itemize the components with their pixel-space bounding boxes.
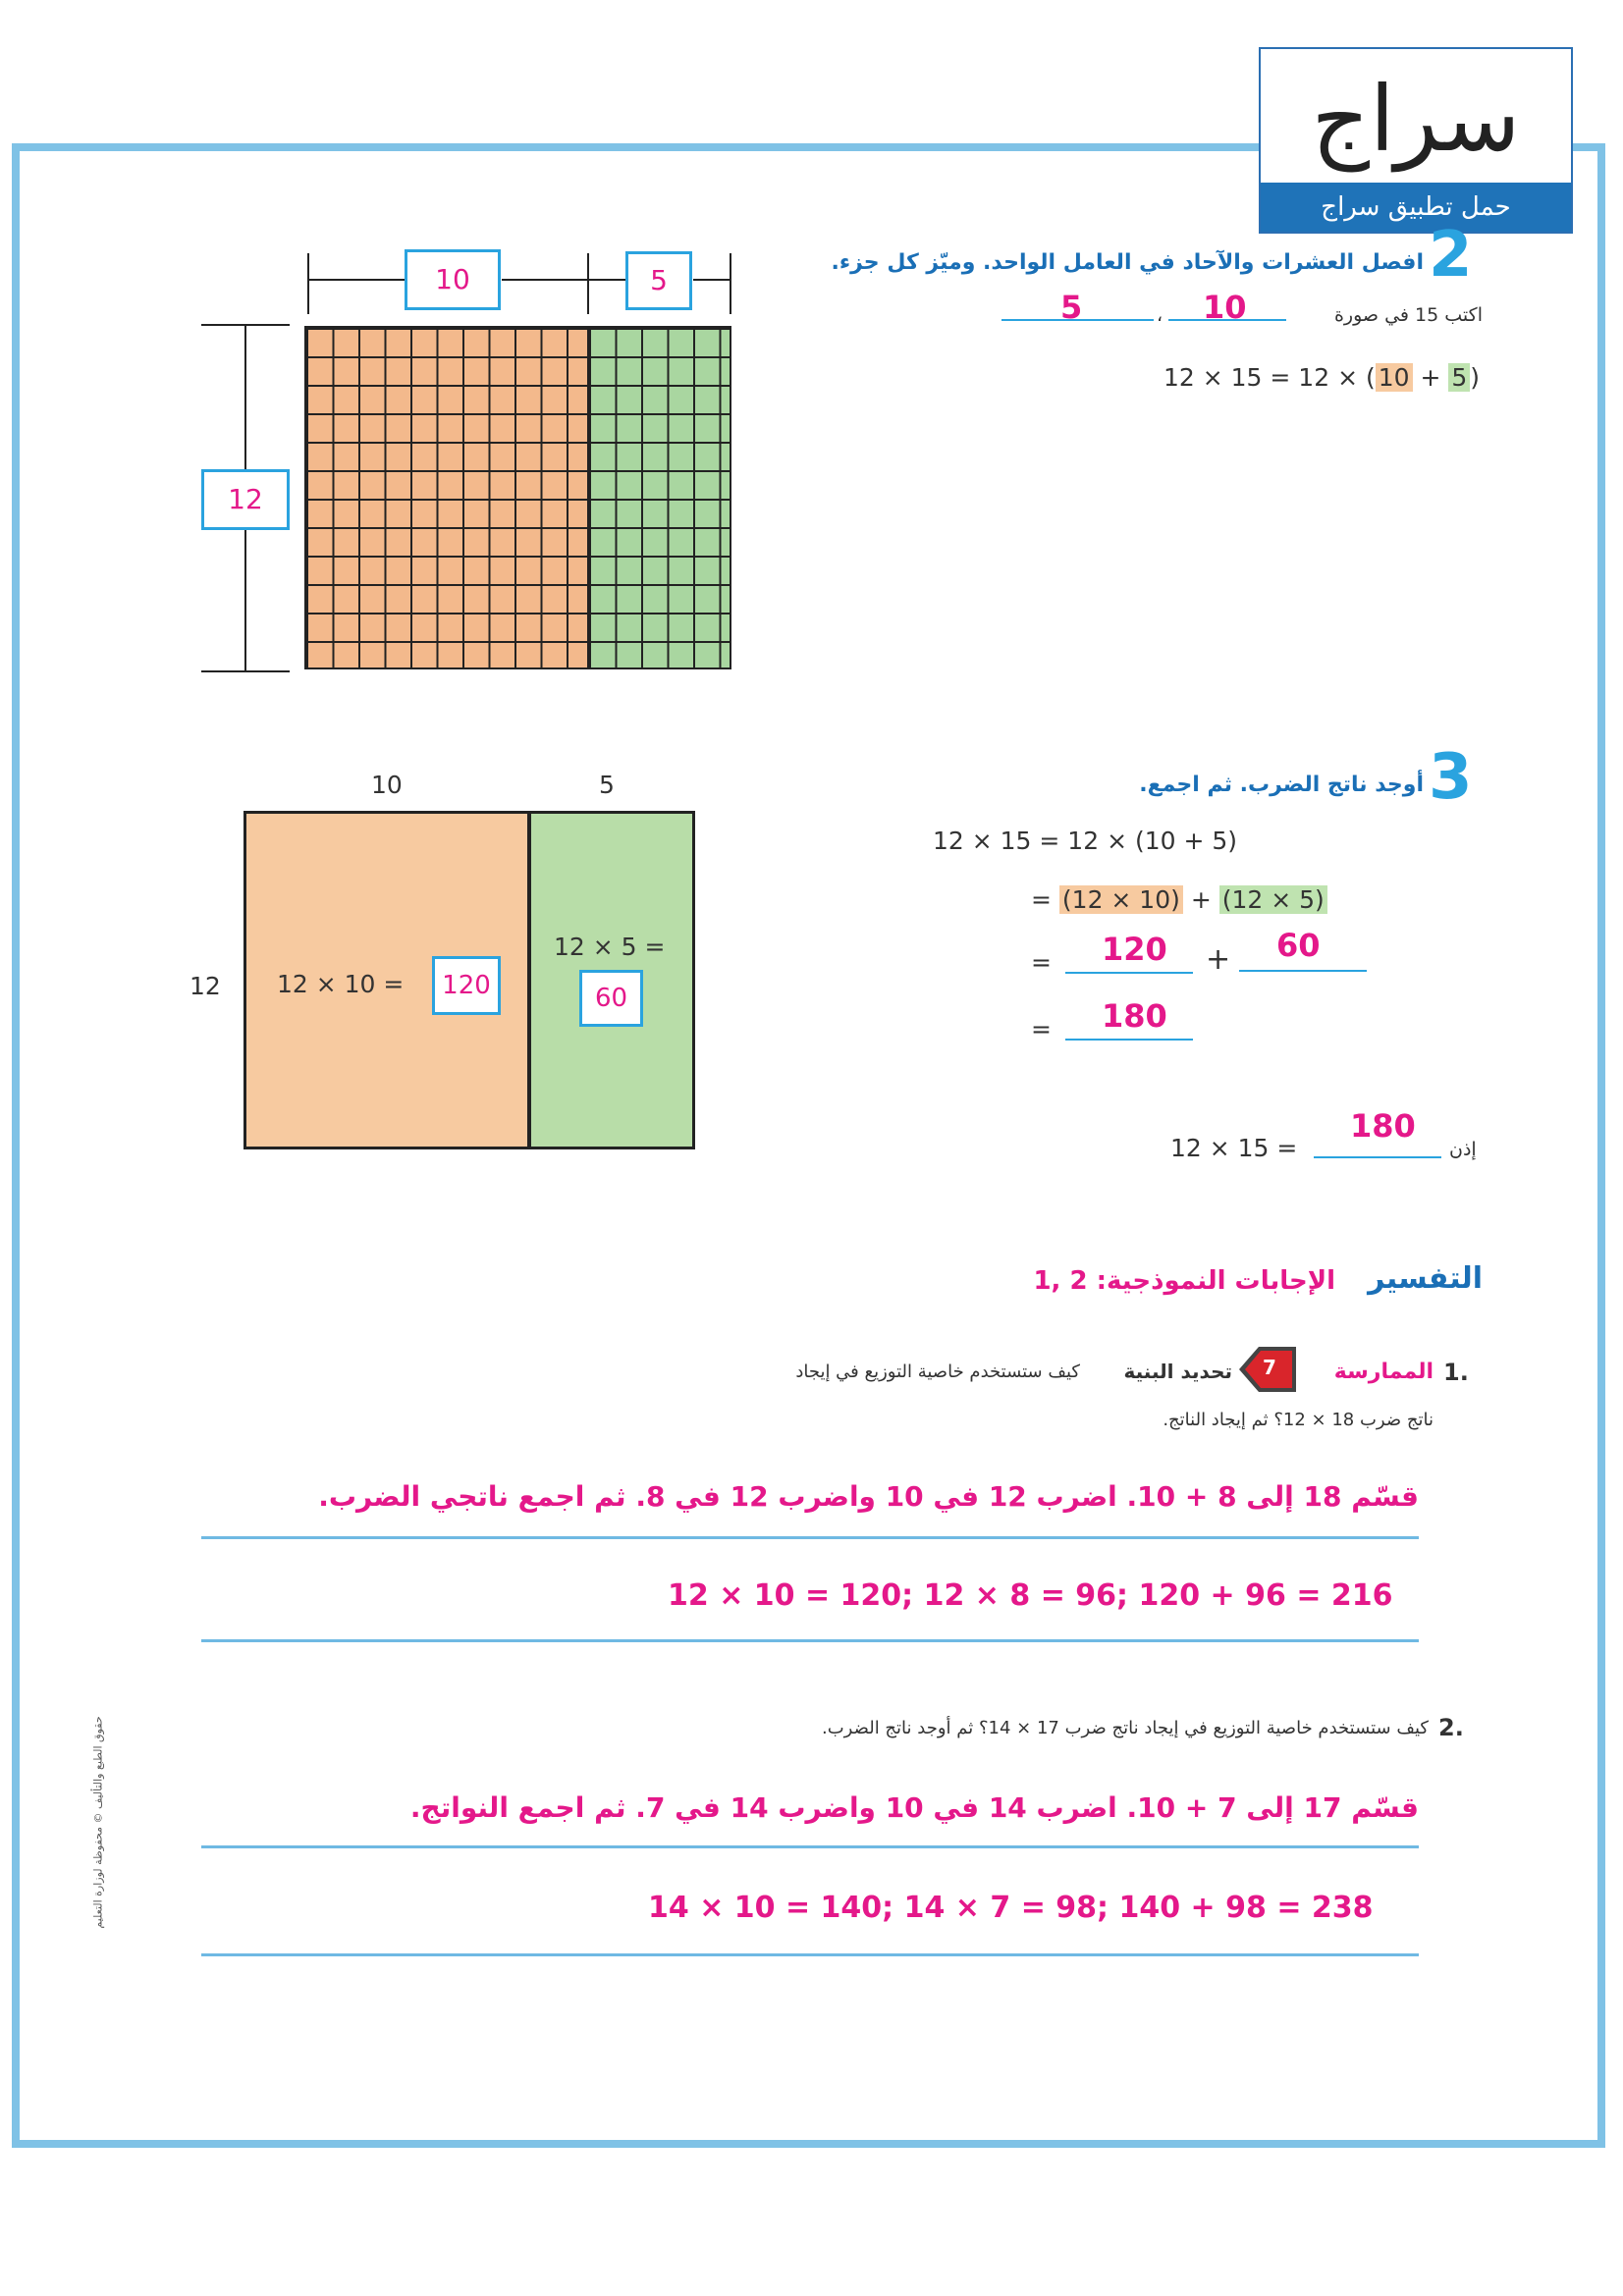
q3-ans1-line — [1065, 972, 1193, 974]
q2-equation — [1163, 363, 1480, 392]
q2-top-label-tens: 10 — [405, 249, 501, 310]
q3-line2-eq: = — [1031, 885, 1052, 914]
q3-line2-a: (12 × 10) — [1059, 885, 1183, 914]
practice-badge: 7 — [1263, 1356, 1276, 1379]
logo — [1259, 47, 1573, 234]
p2-number: 2. — [1438, 1714, 1464, 1741]
q2-side-dim-tick-bottom — [201, 670, 290, 672]
q2-eq-ones: 5 — [1448, 363, 1470, 392]
p2-answer2-rule — [201, 1953, 1419, 1956]
q3-model-top-ones: 5 — [599, 771, 615, 799]
p1-practice: الممارسة — [1333, 1360, 1434, 1384]
q2-answer-tens: 10 — [1203, 289, 1247, 326]
p1-answer1: قسّم 18 إلى 8 + 10. اضرب 12 في 10 واضرب 12 في 8. ثم اجمع ناتجي الضرب. — [318, 1480, 1419, 1513]
q3-ans1: 120 — [1102, 931, 1167, 968]
q2-side-label: 12 — [201, 469, 290, 530]
q2-eq-plus: + — [1412, 363, 1449, 392]
q3-final-eq: 12 × 15 = — [1170, 1134, 1298, 1162]
q2-eq-tens: 10 — [1376, 363, 1413, 392]
q3-ans2-line — [1239, 970, 1367, 972]
q3-ans2: 60 — [1276, 927, 1321, 964]
q2-side-dim-line-top — [244, 326, 246, 469]
q2-eq-left: 12 × 15 = 12 × ( — [1163, 363, 1376, 392]
q3-final-ans: 180 — [1350, 1107, 1416, 1145]
q3-model-right-expr: 12 × 5 = — [554, 933, 666, 961]
q3-model-side: 12 — [189, 972, 221, 1000]
q2-eq-close: ) — [1470, 363, 1481, 392]
practice-arrow-icon — [1239, 1347, 1296, 1392]
q2-heading: افصل العشرات والآحاد في العامل الواحد. وميّز كل جزء. — [831, 250, 1424, 275]
p1-question-b: ناتج ضرب 18 × 12؟ ثم إيجاد الناتج. — [1163, 1410, 1434, 1430]
q3-total: 180 — [1102, 997, 1167, 1035]
p1-skill: تحديد البنية — [1123, 1360, 1232, 1383]
q3-number: 3 — [1429, 741, 1473, 814]
q3-model-left-expr: 12 × 10 = — [277, 970, 405, 998]
q2-answer-ones: 5 — [1060, 289, 1083, 326]
q3-line2-b: (12 × 5) — [1219, 885, 1327, 914]
q2-grid-tens — [304, 326, 589, 669]
q2-instruction: اكتب 15 في صورة — [1333, 304, 1483, 326]
explain-subtitle: الإجابات النموذجية: 2 ,1 — [1033, 1266, 1335, 1296]
q2-top-dim-line-right1 — [589, 279, 625, 281]
q2-top-dim-tick-left — [307, 253, 309, 314]
q2-top-dim-line-mid — [502, 279, 587, 281]
p2-answer1: قسّم 17 إلى 7 + 10. اضرب 14 في 10 واضرب 14 في 7. ثم اجمع النواتج. — [409, 1791, 1419, 1824]
p1-answer1-rule — [201, 1536, 1419, 1539]
p1-answer2-rule — [201, 1639, 1419, 1642]
q2-number: 2 — [1429, 219, 1473, 292]
p2-question: كيف ستستخدم خاصية التوزيع في إيجاد ناتج ضرب 17 × 14؟ ثم أوجد ناتج الضرب. — [822, 1718, 1429, 1738]
logo-wordmark: سراج — [1311, 67, 1521, 172]
q3-line2-plus: + — [1190, 885, 1212, 914]
q3-line2 — [1031, 885, 1327, 914]
q3-line4-eq: = — [1031, 1015, 1052, 1043]
q3-line1: 12 × 15 = 12 × (10 + 5) — [933, 827, 1238, 855]
p1-question-a: كيف ستستخدم خاصية التوزيع في إيجاد — [795, 1362, 1080, 1382]
q3-heading: أوجد ناتج الضرب. ثم اجمع. — [1139, 773, 1424, 797]
logo-tagline: حمل تطبيق سراج — [1261, 183, 1571, 232]
p2-answer1-rule — [201, 1845, 1419, 1848]
q2-top-dim-tick-mid — [587, 253, 589, 314]
q3-final-line — [1314, 1156, 1441, 1158]
copyright-vertical-text: حقوق الطبع والتأليف © محفوظة لوزارة التعليم — [91, 1716, 105, 1929]
q2-top-dim-line-right2 — [693, 279, 730, 281]
q3-final-label: إذن — [1449, 1139, 1477, 1160]
p1-answer2: 12 × 10 = 120; 12 × 8 = 96; 120 + 96 = 216 — [668, 1578, 1393, 1613]
p2-answer2: 14 × 10 = 140; 14 × 7 = 98; 140 + 98 = 238 — [648, 1891, 1374, 1925]
q2-grid-ones — [587, 326, 731, 669]
q3-model-top-tens: 10 — [371, 771, 403, 799]
q3-model-right-ans: 60 — [579, 970, 643, 1027]
q2-top-dim-line-left — [309, 279, 405, 281]
q3-model-left-ans: 120 — [432, 956, 501, 1015]
q3-line3-plus: + — [1206, 942, 1231, 977]
q3-total-line — [1065, 1039, 1193, 1041]
q2-comma: ، — [1157, 304, 1163, 326]
q2-side-dim-line-bottom — [244, 530, 246, 670]
explain-title: التفسير — [1368, 1261, 1483, 1296]
q2-top-dim-tick-right — [730, 253, 731, 314]
q3-line3-eq: = — [1031, 948, 1052, 977]
q2-top-label-ones: 5 — [625, 251, 692, 310]
p1-number: 1. — [1443, 1359, 1469, 1386]
